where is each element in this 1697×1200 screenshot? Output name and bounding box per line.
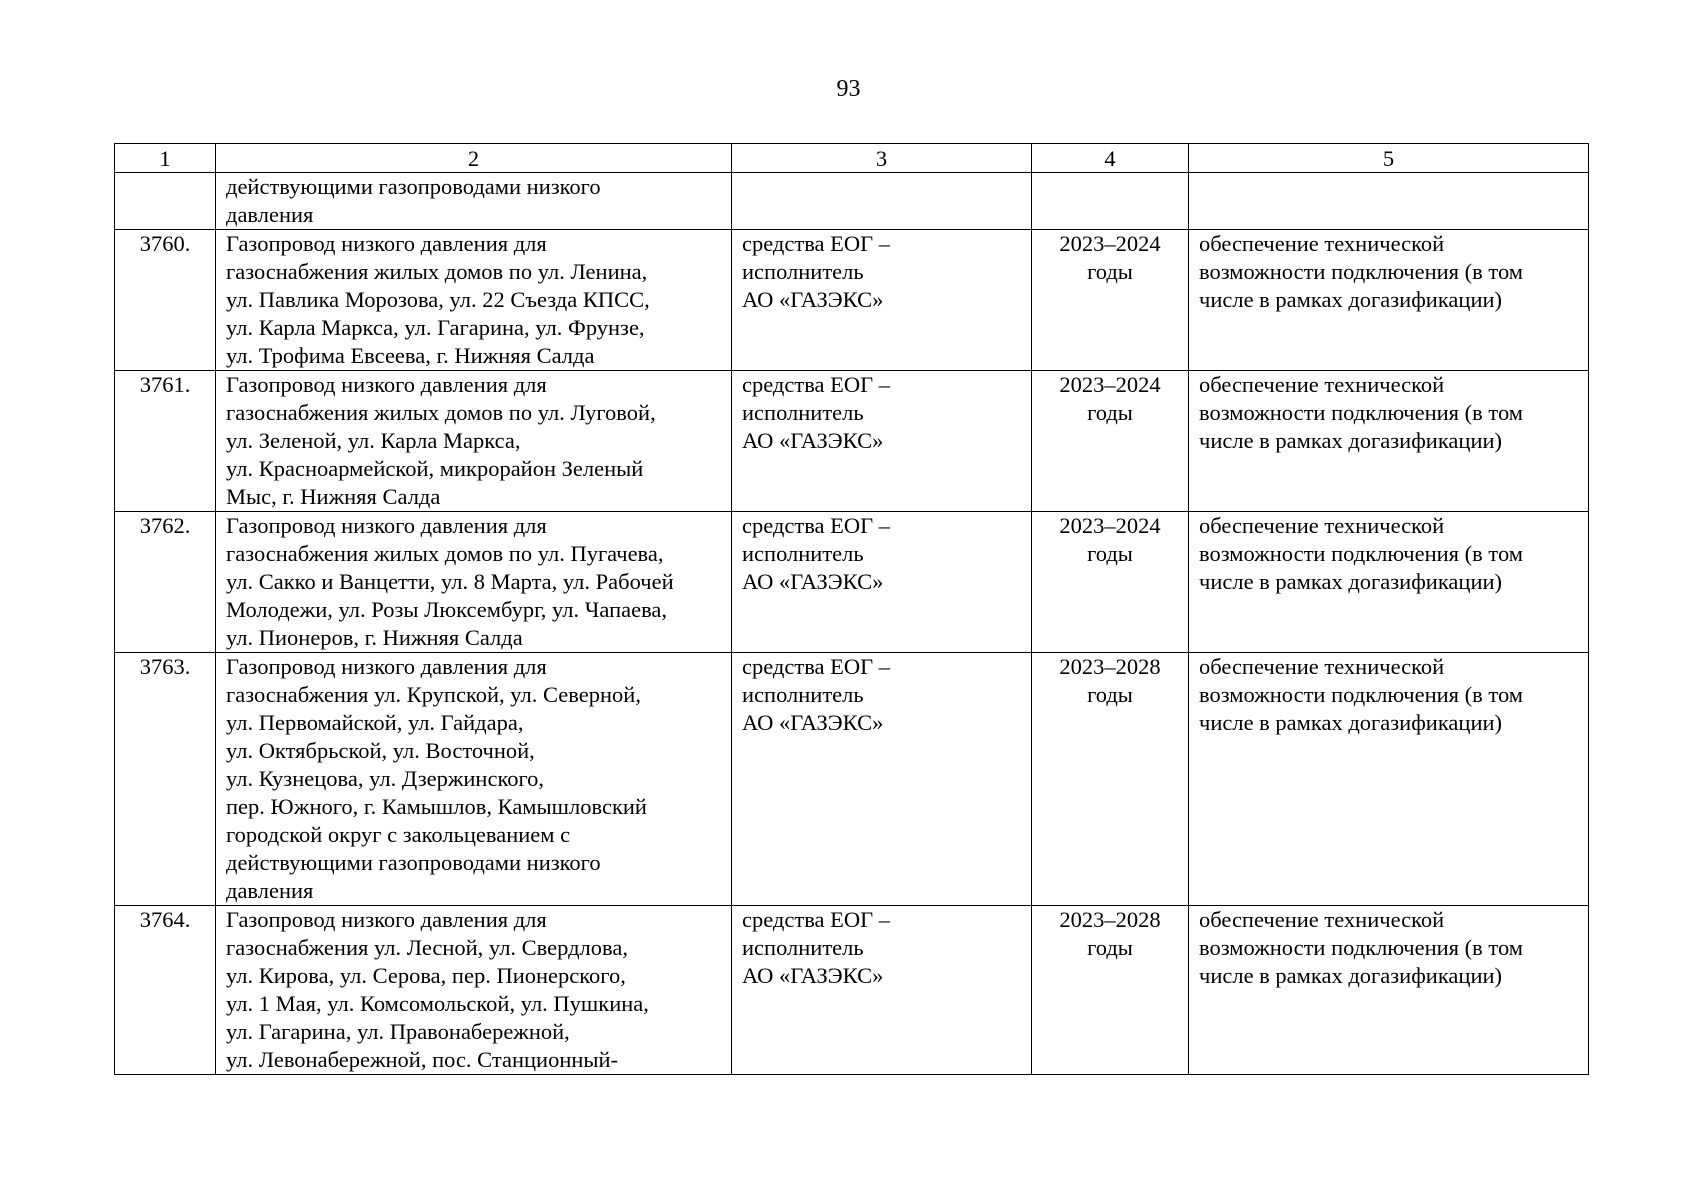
description-line: ул. Пионеров, г. Нижняя Салда <box>226 625 523 650</box>
description-line: газоснабжения ул. Крупской, ул. Северной, <box>226 682 641 707</box>
period-cell <box>1032 906 1189 1075</box>
table-row <box>115 653 1589 906</box>
table-row <box>115 906 1589 1075</box>
header-col-4: 4 <box>1032 144 1189 173</box>
purpose-line: возможности подключения (в том <box>1199 541 1523 566</box>
purpose-line: числе в рамках догазификации) <box>1199 963 1503 988</box>
description-line: ул. Зеленой, ул. Карла Маркса, <box>226 428 521 453</box>
description-cell <box>216 906 732 1075</box>
purpose-line: числе в рамках догазификации) <box>1199 287 1503 312</box>
period-line: 2023–2024 <box>1059 513 1161 538</box>
header-col-3: 3 <box>732 144 1032 173</box>
funding-source-line: исполнитель <box>742 259 864 284</box>
funding-source-line: исполнитель <box>742 400 864 425</box>
purpose-line: обеспечение технической <box>1199 654 1445 679</box>
description-line: Газопровод низкого давления для <box>226 372 547 397</box>
description-line: Молодежи, ул. Розы Люксембург, ул. Чапаева, <box>226 597 668 622</box>
description-cell <box>216 230 732 371</box>
period-line: 2023–2028 <box>1059 654 1161 679</box>
description-line: ул. 1 Мая, ул. Комсомольской, ул. Пушкина, <box>226 991 649 1016</box>
funding-source-line: АО «ГАЗЭКС» <box>742 428 884 453</box>
period-line: 2023–2028 <box>1059 907 1161 932</box>
funding-source-line: АО «ГАЗЭКС» <box>742 710 884 735</box>
header-col-5: 5 <box>1189 144 1589 173</box>
description-line: газоснабжения жилых домов по ул. Луговой, <box>226 400 656 425</box>
table-row <box>115 230 1589 371</box>
description-line: газоснабжения жилых домов по ул. Ленина, <box>226 259 648 284</box>
purpose-line: числе в рамках догазификации) <box>1199 710 1503 735</box>
continuation-row <box>115 173 1589 230</box>
description-line: ул. Трофима Евсеева, г. Нижняя Салда <box>226 343 595 368</box>
purpose-line: обеспечение технической <box>1199 907 1445 932</box>
purpose-cell <box>1189 230 1589 371</box>
period-line: годы <box>1087 259 1133 284</box>
period-cell <box>1032 371 1189 512</box>
funding-source-line: средства ЕОГ – <box>742 372 891 397</box>
purpose-line: числе в рамках догазификации) <box>1199 428 1503 453</box>
period-cell <box>1032 512 1189 653</box>
row-number-cell: 3762. <box>115 512 216 653</box>
period-cell <box>1032 230 1189 371</box>
funding-source-line: АО «ГАЗЭКС» <box>742 287 884 312</box>
description-line: ул. Левонабережной, пос. Станционный- <box>226 1047 619 1072</box>
header-col-2: 2 <box>216 144 732 173</box>
row-number-cell: 3763. <box>115 653 216 906</box>
funding-source-cell <box>732 230 1032 371</box>
period-line: 2023–2024 <box>1059 372 1161 397</box>
purpose-line: обеспечение технической <box>1199 231 1445 256</box>
page-number: 93 <box>836 76 861 102</box>
description-line: ул. Октябрьской, ул. Восточной, <box>226 738 535 763</box>
description-line: Мыс, г. Нижняя Салда <box>226 484 441 509</box>
description-line: ул. Гагарина, ул. Правонабережной, <box>226 1019 570 1044</box>
funding-source-line: средства ЕОГ – <box>742 907 891 932</box>
description-line: Газопровод низкого давления для <box>226 907 547 932</box>
description-line: городской округ с закольцеванием с <box>226 822 571 847</box>
row-number-cell: 3760. <box>115 230 216 371</box>
funding-source-line: АО «ГАЗЭКС» <box>742 569 884 594</box>
table-header-row <box>115 144 1589 173</box>
purpose-line: возможности подключения (в том <box>1199 259 1523 284</box>
funding-source-line: средства ЕОГ – <box>742 654 891 679</box>
header-col-1: 1 <box>115 144 216 173</box>
continuation-period-cell <box>1032 173 1189 230</box>
funding-source-cell <box>732 906 1032 1075</box>
projects-table <box>114 143 1589 1075</box>
continuation-description-cell <box>216 173 732 230</box>
funding-source-line: средства ЕОГ – <box>742 231 891 256</box>
funding-source-cell <box>732 512 1032 653</box>
funding-source-line: АО «ГАЗЭКС» <box>742 963 884 988</box>
period-line: годы <box>1087 935 1133 960</box>
purpose-line: возможности подключения (в том <box>1199 400 1523 425</box>
funding-source-cell <box>732 653 1032 906</box>
period-line: годы <box>1087 400 1133 425</box>
description-line: пер. Южного, г. Камышлов, Камышловский <box>226 794 647 819</box>
description-line: газоснабжения ул. Лесной, ул. Свердлова, <box>226 935 628 960</box>
funding-source-cell <box>732 371 1032 512</box>
purpose-line: числе в рамках догазификации) <box>1199 569 1503 594</box>
description-line: ул. Сакко и Ванцетти, ул. 8 Марта, ул. Рабочей <box>226 569 674 594</box>
period-cell <box>1032 653 1189 906</box>
description-cell <box>216 512 732 653</box>
table-row <box>115 512 1589 653</box>
description-line: ул. Павлика Морозова, ул. 22 Съезда КПСС, <box>226 287 650 312</box>
table-row <box>115 371 1589 512</box>
continuation-num-cell <box>115 173 216 230</box>
purpose-cell <box>1189 906 1589 1075</box>
description-cell <box>216 371 732 512</box>
period-line: годы <box>1087 541 1133 566</box>
description-line: Газопровод низкого давления для <box>226 231 547 256</box>
funding-source-line: средства ЕОГ – <box>742 513 891 538</box>
description-line: Газопровод низкого давления для <box>226 513 547 538</box>
purpose-line: обеспечение технической <box>1199 372 1445 397</box>
description-line: ул. Карла Маркса, ул. Гагарина, ул. Фрунзе, <box>226 315 645 340</box>
description-line: Газопровод низкого давления для <box>226 654 547 679</box>
description-line: ул. Первомайской, ул. Гайдара, <box>226 710 524 735</box>
description-line: давления <box>226 202 314 227</box>
purpose-cell <box>1189 371 1589 512</box>
description-line: газоснабжения жилых домов по ул. Пугачева, <box>226 541 664 566</box>
row-number-cell: 3764. <box>115 906 216 1075</box>
continuation-source-cell <box>732 173 1032 230</box>
funding-source-line: исполнитель <box>742 935 864 960</box>
purpose-cell <box>1189 653 1589 906</box>
continuation-purpose-cell <box>1189 173 1589 230</box>
funding-source-line: исполнитель <box>742 541 864 566</box>
description-cell <box>216 653 732 906</box>
description-line: ул. Кирова, ул. Серова, пер. Пионерского, <box>226 963 626 988</box>
period-line: годы <box>1087 682 1133 707</box>
purpose-line: возможности подключения (в том <box>1199 935 1523 960</box>
purpose-line: возможности подключения (в том <box>1199 682 1523 707</box>
funding-source-line: исполнитель <box>742 682 864 707</box>
purpose-cell <box>1189 512 1589 653</box>
period-line: 2023–2024 <box>1059 231 1161 256</box>
purpose-line: обеспечение технической <box>1199 513 1445 538</box>
description-line: действующими газопроводами низкого <box>226 174 601 199</box>
description-line: действующими газопроводами низкого <box>226 850 601 875</box>
description-line: давления <box>226 878 314 903</box>
row-number-cell: 3761. <box>115 371 216 512</box>
description-line: ул. Кузнецова, ул. Дзержинского, <box>226 766 545 791</box>
description-line: ул. Красноармейской, микрорайон Зеленый <box>226 456 644 481</box>
